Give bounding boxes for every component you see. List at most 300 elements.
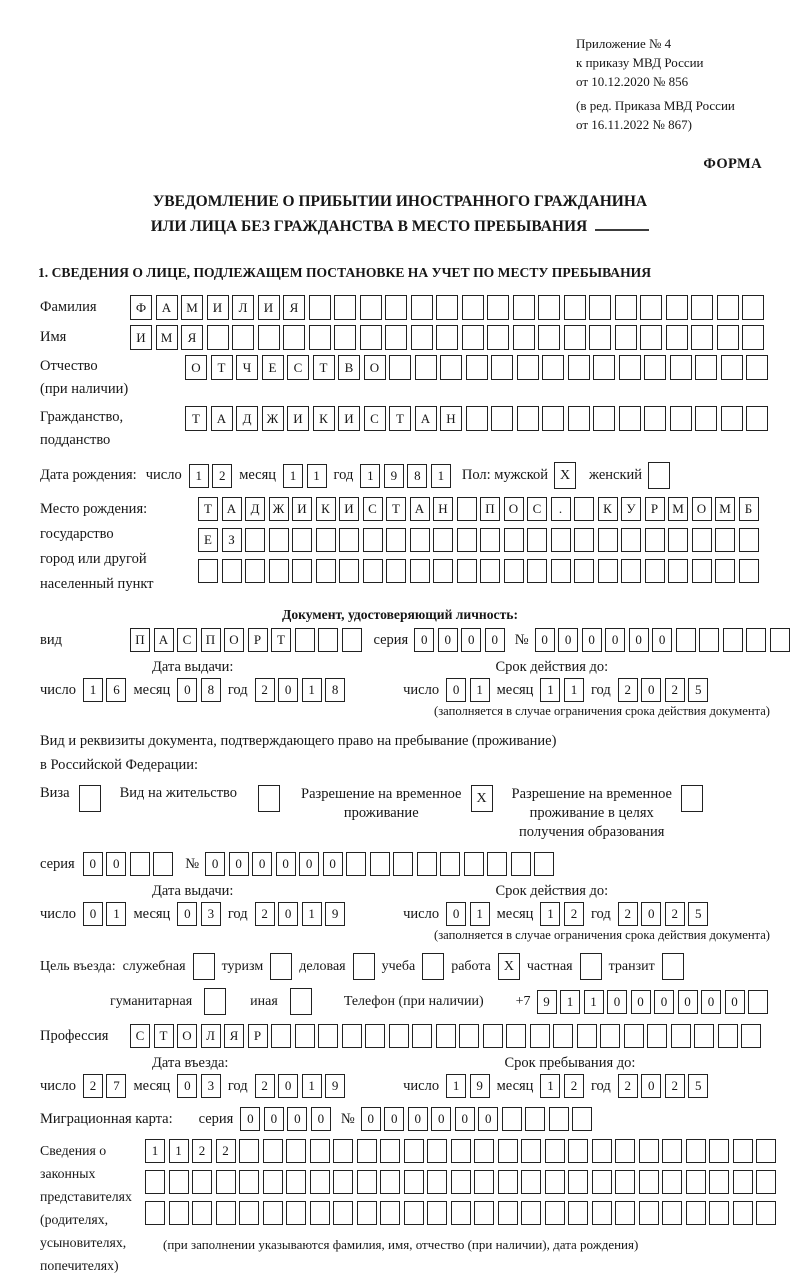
- checkbox-cell[interactable]: [270, 953, 292, 980]
- char-box[interactable]: [615, 1139, 635, 1163]
- checkbox-cell[interactable]: [290, 988, 312, 1015]
- char-box[interactable]: [639, 1170, 659, 1194]
- char-box[interactable]: [615, 1170, 635, 1194]
- char-box[interactable]: 9: [325, 1074, 345, 1098]
- char-box[interactable]: 1: [540, 678, 560, 702]
- char-box[interactable]: [342, 628, 362, 652]
- char-box[interactable]: 0: [605, 628, 625, 652]
- char-box[interactable]: [310, 1139, 330, 1163]
- char-box[interactable]: 0: [641, 1074, 661, 1098]
- char-box[interactable]: 0: [299, 852, 319, 876]
- char-box[interactable]: [487, 325, 509, 350]
- char-box[interactable]: 0: [240, 1107, 260, 1131]
- char-box[interactable]: [568, 1139, 588, 1163]
- char-box[interactable]: П: [480, 497, 500, 521]
- char-box[interactable]: [411, 295, 433, 320]
- char-box[interactable]: С: [527, 497, 547, 521]
- char-box[interactable]: Т: [198, 497, 218, 521]
- checkbox-work[interactable]: [498, 953, 520, 980]
- char-box[interactable]: [360, 325, 382, 350]
- checkbox-other[interactable]: [290, 988, 312, 1015]
- char-box[interactable]: [551, 528, 571, 552]
- char-box[interactable]: [433, 559, 453, 583]
- char-box[interactable]: [686, 1139, 706, 1163]
- char-box[interactable]: [715, 559, 735, 583]
- char-box[interactable]: [598, 528, 618, 552]
- char-box[interactable]: 1: [283, 464, 303, 488]
- char-box[interactable]: Т: [313, 355, 335, 380]
- char-box[interactable]: [568, 355, 590, 380]
- checkbox-cell[interactable]: [422, 953, 444, 980]
- char-box[interactable]: [334, 325, 356, 350]
- char-box[interactable]: [357, 1170, 377, 1194]
- char-box[interactable]: [742, 295, 764, 320]
- char-box[interactable]: 0: [701, 990, 721, 1014]
- char-box[interactable]: 0: [106, 852, 126, 876]
- char-box[interactable]: З: [222, 528, 242, 552]
- char-box[interactable]: [436, 1024, 456, 1048]
- char-box[interactable]: А: [154, 628, 174, 652]
- char-box[interactable]: [393, 852, 413, 876]
- char-box[interactable]: [621, 559, 641, 583]
- char-box[interactable]: [640, 295, 662, 320]
- char-box[interactable]: [451, 1170, 471, 1194]
- char-box[interactable]: [670, 355, 692, 380]
- char-box[interactable]: Т: [271, 628, 291, 652]
- char-box[interactable]: И: [207, 295, 229, 320]
- char-box[interactable]: 1: [540, 902, 560, 926]
- char-box[interactable]: [386, 559, 406, 583]
- char-box[interactable]: [239, 1139, 259, 1163]
- char-box[interactable]: О: [504, 497, 524, 521]
- checkbox-cell[interactable]: [204, 988, 226, 1015]
- char-box[interactable]: .: [551, 497, 571, 521]
- char-box[interactable]: [310, 1170, 330, 1194]
- char-box[interactable]: [427, 1139, 447, 1163]
- char-box[interactable]: 0: [278, 1074, 298, 1098]
- char-box[interactable]: [592, 1139, 612, 1163]
- char-box[interactable]: М: [156, 325, 178, 350]
- char-box[interactable]: 2: [192, 1139, 212, 1163]
- char-box[interactable]: [222, 559, 242, 583]
- char-box[interactable]: [457, 559, 477, 583]
- char-box[interactable]: С: [364, 406, 386, 431]
- char-box[interactable]: [717, 295, 739, 320]
- char-box[interactable]: [380, 1170, 400, 1194]
- char-box[interactable]: 1: [307, 464, 327, 488]
- char-box[interactable]: Ж: [262, 406, 284, 431]
- char-box[interactable]: [436, 325, 458, 350]
- char-box[interactable]: О: [692, 497, 712, 521]
- char-box[interactable]: 0: [361, 1107, 381, 1131]
- char-box[interactable]: [263, 1201, 283, 1225]
- char-box[interactable]: [572, 1107, 592, 1131]
- char-box[interactable]: [615, 1201, 635, 1225]
- char-box[interactable]: [504, 559, 524, 583]
- char-box[interactable]: 1: [470, 678, 490, 702]
- char-box[interactable]: [207, 325, 229, 350]
- char-box[interactable]: [474, 1139, 494, 1163]
- char-box[interactable]: [380, 1201, 400, 1225]
- char-box[interactable]: 1: [470, 902, 490, 926]
- char-box[interactable]: [286, 1201, 306, 1225]
- char-box[interactable]: С: [177, 628, 197, 652]
- char-box[interactable]: [564, 295, 586, 320]
- char-box[interactable]: [451, 1201, 471, 1225]
- char-box[interactable]: 0: [535, 628, 555, 652]
- char-box[interactable]: [662, 1201, 682, 1225]
- char-box[interactable]: [615, 295, 637, 320]
- char-box[interactable]: [483, 1024, 503, 1048]
- char-box[interactable]: [686, 1201, 706, 1225]
- char-box[interactable]: Н: [433, 497, 453, 521]
- char-box[interactable]: М: [668, 497, 688, 521]
- char-box[interactable]: В: [338, 355, 360, 380]
- char-box[interactable]: [404, 1139, 424, 1163]
- char-box[interactable]: 0: [446, 678, 466, 702]
- char-box[interactable]: [410, 528, 430, 552]
- char-box[interactable]: [192, 1170, 212, 1194]
- checkbox-humanitarian[interactable]: [204, 988, 226, 1015]
- checkbox-private[interactable]: [580, 953, 602, 980]
- char-box[interactable]: 2: [255, 1074, 275, 1098]
- char-box[interactable]: [365, 1024, 385, 1048]
- char-box[interactable]: [589, 325, 611, 350]
- char-box[interactable]: [699, 628, 719, 652]
- char-box[interactable]: 2: [83, 1074, 103, 1098]
- char-box[interactable]: [721, 355, 743, 380]
- char-box[interactable]: [487, 295, 509, 320]
- char-box[interactable]: И: [287, 406, 309, 431]
- char-box[interactable]: [263, 1170, 283, 1194]
- checkbox-cell[interactable]: X: [554, 462, 576, 489]
- char-box[interactable]: [527, 528, 547, 552]
- char-box[interactable]: 3: [201, 1074, 221, 1098]
- char-box[interactable]: [545, 1170, 565, 1194]
- char-box[interactable]: [756, 1139, 776, 1163]
- char-box[interactable]: [574, 497, 594, 521]
- char-box[interactable]: [466, 406, 488, 431]
- char-box[interactable]: С: [363, 497, 383, 521]
- char-box[interactable]: [153, 852, 173, 876]
- char-box[interactable]: [647, 1024, 667, 1048]
- char-box[interactable]: [746, 628, 766, 652]
- char-box[interactable]: О: [224, 628, 244, 652]
- char-box[interactable]: [545, 1139, 565, 1163]
- char-box[interactable]: [538, 325, 560, 350]
- char-box[interactable]: 2: [564, 1074, 584, 1098]
- char-box[interactable]: [593, 355, 615, 380]
- checkbox-cell[interactable]: [353, 953, 375, 980]
- char-box[interactable]: [668, 528, 688, 552]
- char-box[interactable]: [491, 406, 513, 431]
- char-box[interactable]: [309, 325, 331, 350]
- char-box[interactable]: [417, 852, 437, 876]
- char-box[interactable]: Л: [201, 1024, 221, 1048]
- char-box[interactable]: [292, 559, 312, 583]
- temp-permit-checkbox[interactable]: [471, 785, 493, 812]
- checkbox-cell[interactable]: [258, 785, 280, 812]
- char-box[interactable]: [545, 1201, 565, 1225]
- char-box[interactable]: 0: [278, 678, 298, 702]
- char-box[interactable]: А: [211, 406, 233, 431]
- char-box[interactable]: Р: [248, 1024, 268, 1048]
- char-box[interactable]: [542, 406, 564, 431]
- char-box[interactable]: Ч: [236, 355, 258, 380]
- char-box[interactable]: [427, 1201, 447, 1225]
- char-box[interactable]: [474, 1170, 494, 1194]
- char-box[interactable]: [739, 528, 759, 552]
- char-box[interactable]: [644, 355, 666, 380]
- char-box[interactable]: С: [130, 1024, 150, 1048]
- char-box[interactable]: [521, 1201, 541, 1225]
- checkbox-cell[interactable]: [193, 953, 215, 980]
- char-box[interactable]: 7: [106, 1074, 126, 1098]
- checkbox-cell[interactable]: [580, 953, 602, 980]
- char-box[interactable]: [621, 528, 641, 552]
- checkbox-transit[interactable]: [662, 953, 684, 980]
- gender-male-checkbox[interactable]: [554, 462, 576, 489]
- char-box[interactable]: Д: [236, 406, 258, 431]
- char-box[interactable]: 0: [641, 678, 661, 702]
- char-box[interactable]: [691, 295, 713, 320]
- char-box[interactable]: 1: [584, 990, 604, 1014]
- char-box[interactable]: [198, 559, 218, 583]
- char-box[interactable]: [615, 325, 637, 350]
- char-box[interactable]: [295, 628, 315, 652]
- char-box[interactable]: Я: [224, 1024, 244, 1048]
- char-box[interactable]: 1: [145, 1139, 165, 1163]
- char-box[interactable]: [316, 528, 336, 552]
- char-box[interactable]: 0: [438, 628, 458, 652]
- char-box[interactable]: [292, 528, 312, 552]
- char-box[interactable]: [692, 559, 712, 583]
- char-box[interactable]: 0: [408, 1107, 428, 1131]
- char-box[interactable]: [385, 295, 407, 320]
- visa-checkbox[interactable]: [79, 785, 101, 812]
- char-box[interactable]: [746, 355, 768, 380]
- char-box[interactable]: [295, 1024, 315, 1048]
- char-box[interactable]: [553, 1024, 573, 1048]
- char-box[interactable]: 0: [461, 628, 481, 652]
- char-box[interactable]: [733, 1201, 753, 1225]
- char-box[interactable]: [695, 355, 717, 380]
- checkbox-cell[interactable]: [681, 785, 703, 812]
- char-box[interactable]: [363, 528, 383, 552]
- char-box[interactable]: 9: [537, 990, 557, 1014]
- char-box[interactable]: М: [715, 497, 735, 521]
- char-box[interactable]: [389, 1024, 409, 1048]
- char-box[interactable]: К: [313, 406, 335, 431]
- char-box[interactable]: Т: [386, 497, 406, 521]
- char-box[interactable]: Б: [739, 497, 759, 521]
- char-box[interactable]: 8: [407, 464, 427, 488]
- char-box[interactable]: 0: [652, 628, 672, 652]
- char-box[interactable]: Я: [181, 325, 203, 350]
- char-box[interactable]: 1: [302, 902, 322, 926]
- char-box[interactable]: 5: [688, 1074, 708, 1098]
- char-box[interactable]: 3: [201, 902, 221, 926]
- char-box[interactable]: 1: [360, 464, 380, 488]
- char-box[interactable]: [568, 406, 590, 431]
- char-box[interactable]: [440, 355, 462, 380]
- char-box[interactable]: [574, 528, 594, 552]
- char-box[interactable]: [357, 1201, 377, 1225]
- char-box[interactable]: 0: [725, 990, 745, 1014]
- char-box[interactable]: [498, 1170, 518, 1194]
- char-box[interactable]: 1: [431, 464, 451, 488]
- char-box[interactable]: [145, 1170, 165, 1194]
- char-box[interactable]: [733, 1139, 753, 1163]
- char-box[interactable]: И: [292, 497, 312, 521]
- char-box[interactable]: [192, 1201, 212, 1225]
- char-box[interactable]: К: [316, 497, 336, 521]
- char-box[interactable]: [593, 406, 615, 431]
- char-box[interactable]: [239, 1170, 259, 1194]
- char-box[interactable]: [339, 559, 359, 583]
- char-box[interactable]: [346, 852, 366, 876]
- char-box[interactable]: Е: [262, 355, 284, 380]
- char-box[interactable]: [619, 406, 641, 431]
- char-box[interactable]: А: [222, 497, 242, 521]
- char-box[interactable]: [511, 852, 531, 876]
- char-box[interactable]: [662, 1170, 682, 1194]
- char-box[interactable]: [216, 1170, 236, 1194]
- char-box[interactable]: [411, 325, 433, 350]
- char-box[interactable]: [360, 295, 382, 320]
- checkbox-study[interactable]: [422, 953, 444, 980]
- char-box[interactable]: [551, 559, 571, 583]
- checkbox-cell[interactable]: [662, 953, 684, 980]
- checkbox-business-trip[interactable]: [193, 953, 215, 980]
- char-box[interactable]: [739, 559, 759, 583]
- char-box[interactable]: [412, 1024, 432, 1048]
- char-box[interactable]: Т: [154, 1024, 174, 1048]
- char-box[interactable]: [436, 295, 458, 320]
- char-box[interactable]: М: [181, 295, 203, 320]
- checkbox-cell[interactable]: X: [498, 953, 520, 980]
- char-box[interactable]: 9: [325, 902, 345, 926]
- char-box[interactable]: И: [339, 497, 359, 521]
- char-box[interactable]: [239, 1201, 259, 1225]
- char-box[interactable]: [263, 1139, 283, 1163]
- char-box[interactable]: 1: [106, 902, 126, 926]
- char-box[interactable]: [691, 325, 713, 350]
- char-box[interactable]: 0: [264, 1107, 284, 1131]
- char-box[interactable]: [517, 355, 539, 380]
- char-box[interactable]: [216, 1201, 236, 1225]
- char-box[interactable]: [686, 1170, 706, 1194]
- char-box[interactable]: [770, 628, 790, 652]
- char-box[interactable]: [480, 528, 500, 552]
- char-box[interactable]: 2: [665, 1074, 685, 1098]
- char-box[interactable]: [692, 528, 712, 552]
- char-box[interactable]: 1: [540, 1074, 560, 1098]
- char-box[interactable]: Ф: [130, 295, 152, 320]
- char-box[interactable]: [487, 852, 507, 876]
- char-box[interactable]: [624, 1024, 644, 1048]
- char-box[interactable]: [342, 1024, 362, 1048]
- char-box[interactable]: 2: [212, 464, 232, 488]
- char-box[interactable]: И: [130, 325, 152, 350]
- char-box[interactable]: [404, 1201, 424, 1225]
- char-box[interactable]: [733, 1170, 753, 1194]
- char-box[interactable]: [668, 559, 688, 583]
- char-box[interactable]: [746, 406, 768, 431]
- char-box[interactable]: [130, 852, 150, 876]
- char-box[interactable]: Я: [283, 295, 305, 320]
- char-box[interactable]: [717, 325, 739, 350]
- char-box[interactable]: 0: [414, 628, 434, 652]
- char-box[interactable]: [498, 1139, 518, 1163]
- char-box[interactable]: [427, 1170, 447, 1194]
- char-box[interactable]: [310, 1201, 330, 1225]
- char-box[interactable]: 0: [276, 852, 296, 876]
- char-box[interactable]: [283, 325, 305, 350]
- char-box[interactable]: Р: [645, 497, 665, 521]
- char-box[interactable]: 0: [678, 990, 698, 1014]
- char-box[interactable]: Т: [211, 355, 233, 380]
- char-box[interactable]: 1: [302, 1074, 322, 1098]
- char-box[interactable]: Т: [389, 406, 411, 431]
- char-box[interactable]: [709, 1139, 729, 1163]
- char-box[interactable]: [363, 559, 383, 583]
- char-box[interactable]: 2: [618, 1074, 638, 1098]
- char-box[interactable]: [639, 1139, 659, 1163]
- char-box[interactable]: [433, 528, 453, 552]
- char-box[interactable]: 0: [631, 990, 651, 1014]
- char-box[interactable]: 0: [641, 902, 661, 926]
- char-box[interactable]: 0: [654, 990, 674, 1014]
- char-box[interactable]: [568, 1201, 588, 1225]
- char-box[interactable]: [269, 528, 289, 552]
- char-box[interactable]: 0: [607, 990, 627, 1014]
- char-box[interactable]: 2: [618, 678, 638, 702]
- char-box[interactable]: [169, 1201, 189, 1225]
- char-box[interactable]: Д: [245, 497, 265, 521]
- char-box[interactable]: [530, 1024, 550, 1048]
- char-box[interactable]: П: [130, 628, 150, 652]
- char-box[interactable]: П: [201, 628, 221, 652]
- char-box[interactable]: [318, 628, 338, 652]
- char-box[interactable]: 0: [485, 628, 505, 652]
- char-box[interactable]: [286, 1139, 306, 1163]
- char-box[interactable]: 0: [558, 628, 578, 652]
- char-box[interactable]: [574, 559, 594, 583]
- char-box[interactable]: [333, 1139, 353, 1163]
- char-box[interactable]: [517, 406, 539, 431]
- char-box[interactable]: 8: [325, 678, 345, 702]
- char-box[interactable]: 1: [189, 464, 209, 488]
- char-box[interactable]: 2: [665, 678, 685, 702]
- char-box[interactable]: [474, 1201, 494, 1225]
- char-box[interactable]: [245, 559, 265, 583]
- char-box[interactable]: [370, 852, 390, 876]
- char-box[interactable]: 0: [177, 678, 197, 702]
- char-box[interactable]: [527, 559, 547, 583]
- char-box[interactable]: [741, 1024, 761, 1048]
- char-box[interactable]: Т: [185, 406, 207, 431]
- char-box[interactable]: [756, 1201, 776, 1225]
- char-box[interactable]: [410, 559, 430, 583]
- char-box[interactable]: [564, 325, 586, 350]
- char-box[interactable]: 6: [106, 678, 126, 702]
- char-box[interactable]: Е: [198, 528, 218, 552]
- char-box[interactable]: [538, 295, 560, 320]
- char-box[interactable]: Л: [232, 295, 254, 320]
- char-box[interactable]: К: [598, 497, 618, 521]
- char-box[interactable]: [742, 325, 764, 350]
